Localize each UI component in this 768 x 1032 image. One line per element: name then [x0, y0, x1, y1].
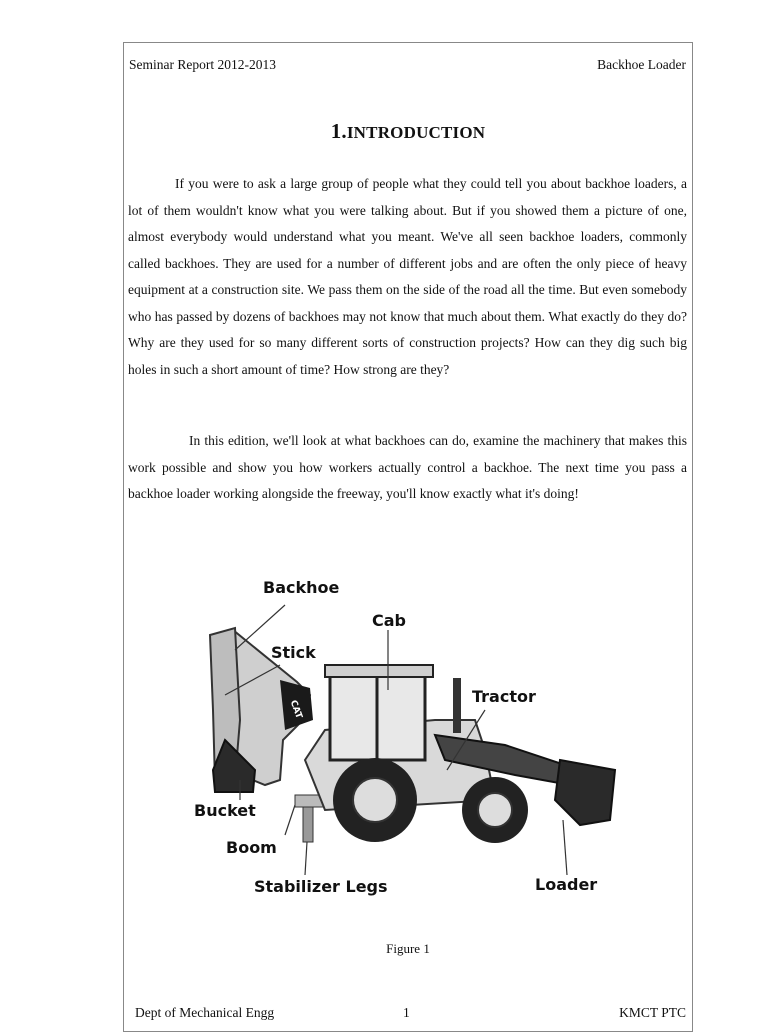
label-backhoe: Backhoe: [263, 578, 340, 597]
label-tractor: Tractor: [472, 687, 536, 706]
brand-mark: CAT: [287, 698, 304, 721]
footer-left: Dept of Mechanical Engg: [135, 1005, 275, 1020]
header-right: Backhoe Loader: [597, 57, 686, 72]
cab-roof-shape: [325, 665, 433, 677]
section-title: [123, 119, 693, 144]
label-stick: Stick: [271, 643, 316, 662]
front-hub: [478, 793, 512, 827]
footer-right: KMCT PTC: [619, 1005, 686, 1020]
paragraph-2: In this edition, we'll look at what backhoes can do, examine the machinery that makes this work possible and show you how workers actually control a backhoe. The next time you pass a backhoe loader working alongside the freeway, you'll know exactly what it's doing!: [128, 433, 687, 501]
label-boom: Boom: [226, 838, 277, 857]
label-bucket: Bucket: [194, 801, 256, 820]
stabilizer-foot-shape: [303, 807, 313, 842]
exhaust-shape: [453, 678, 461, 733]
label-loader: Loader: [535, 875, 598, 894]
label-cab: Cab: [372, 611, 406, 630]
label-stabilizer-legs: Stabilizer Legs: [254, 877, 388, 896]
section-title-text: INTRODUCTION: [346, 123, 486, 142]
header-left: Seminar Report 2012-2013: [129, 57, 276, 72]
loader-bucket-shape: [555, 760, 615, 825]
page-number: 1: [403, 1005, 410, 1020]
paragraph-1: If you were to ask a large group of people what they could tell you about backhoe loaders, a lot of them wouldn't know what you were talking about. But if you showed them a picture of one, almost everybody would understand what you meant. We've all seen backhoe loaders, commonly called backhoes. They are used for a number of different jobs and are often the only piece of heavy equipment at a construction site. We pass them on the side of the road all the time. But even somebody who has passed by dozens of backhoes may not know that much about them. What exactly do they do? Why are they used for so many different sorts of construction projects? How can they dig such big holes in such a short amount of time? How strong are they?: [128, 176, 687, 377]
backhoe-figure: [185, 570, 645, 900]
section-number: 1.: [330, 119, 347, 143]
rear-hub: [353, 778, 397, 822]
figure-caption: Figure 1: [386, 941, 430, 956]
